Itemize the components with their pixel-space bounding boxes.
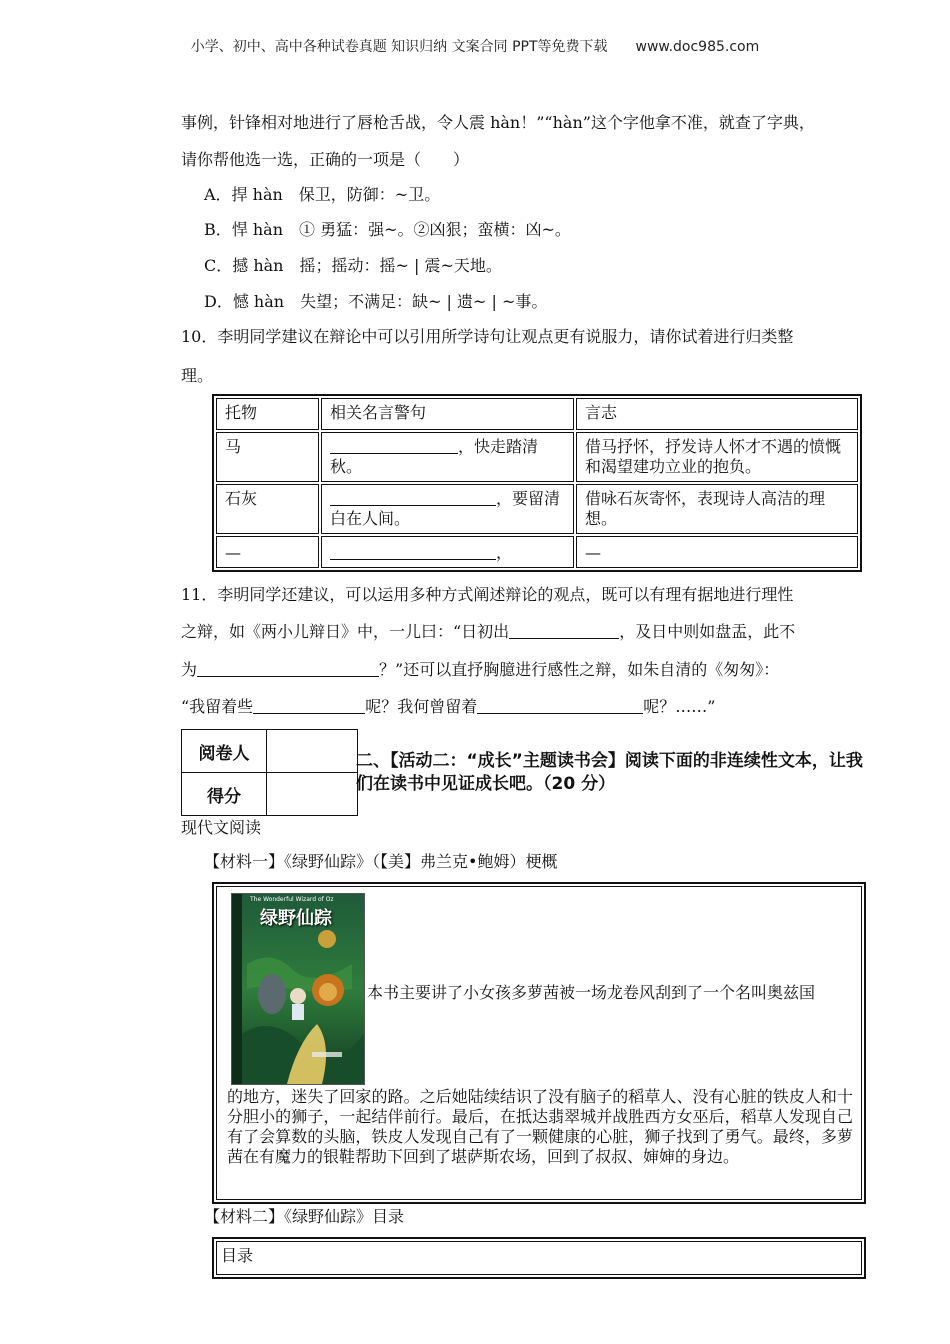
header-text: 小学、初中、高中各种试卷真题 知识归纳 文案合同 PPT等免费下载 bbox=[190, 39, 608, 55]
material1-title: 【材料一】《绿野仙踪》（【美】弗兰克•鲍姆）梗概 bbox=[204, 852, 558, 871]
answer-blank[interactable] bbox=[253, 697, 365, 714]
table-cell: 马 bbox=[216, 432, 319, 482]
table-row bbox=[216, 484, 858, 534]
q10-table bbox=[212, 394, 862, 572]
table-row bbox=[216, 432, 858, 482]
answer-blank[interactable] bbox=[330, 543, 496, 560]
answer-blank[interactable] bbox=[197, 660, 379, 677]
table-row bbox=[216, 536, 858, 568]
header-url[interactable]: www.doc985.com bbox=[635, 39, 760, 55]
q10-line2: 理。 bbox=[181, 366, 214, 385]
reviewer-label: 阅卷人 bbox=[182, 730, 267, 773]
q11-line1: 11．李明同学还建议，可以运用多种方式阐述辩论的观点，既可以有理有据地进行理性 bbox=[181, 585, 794, 604]
q9-line2: 请你帮他选一选，正确的一项是（ ） bbox=[181, 150, 470, 169]
book-cover-image bbox=[231, 893, 365, 1085]
q9-option-d[interactable]: D．憾 hàn 失望；不满足：缺~ | 遗~ | ~事。 bbox=[204, 292, 548, 311]
q9-option-a[interactable]: A．捍 hàn 保卫，防御：~卫。 bbox=[204, 185, 441, 204]
toc-label: 目录 bbox=[221, 1246, 254, 1265]
q9-option-b[interactable]: B．悍 hàn ① 勇猛：强~。②凶狠；蛮横：凶~。 bbox=[204, 220, 571, 239]
answer-blank[interactable] bbox=[477, 697, 643, 714]
q9-option-c[interactable]: C．撼 hàn 摇；摇动：摇~ | 震~天地。 bbox=[204, 256, 502, 275]
table-cell: ， bbox=[321, 536, 574, 568]
table-cell: 借马抒怀，抒发诗人怀才不遇的愤慨和渴望建功立业的抱负。 bbox=[576, 432, 858, 482]
cover-title: 绿野仙踪 bbox=[260, 908, 332, 929]
q9-line1: 事例，针锋相对地进行了唇枪舌战，令人震 hàn！”“hàn”这个字他拿不准，就查了字典， bbox=[181, 113, 815, 132]
score-box bbox=[181, 729, 358, 816]
table-cell: ，要留清 白在人间。 bbox=[321, 484, 574, 534]
score-label: 得分 bbox=[182, 773, 267, 816]
summary-first-line: 本书主要讲了小女孩多萝茜被一场龙卷风刮到了一个名叫奥兹国 bbox=[367, 983, 816, 1002]
material2-title: 【材料二】《绿野仙踪》目录 bbox=[204, 1207, 405, 1226]
answer-blank[interactable] bbox=[330, 437, 458, 454]
table-cell: — bbox=[576, 536, 858, 568]
table-cell: — bbox=[216, 536, 319, 568]
q10-line1: 10．李明同学建议在辩论中可以引用所学诗句让观点更有说服力，请你试着进行归类整 bbox=[181, 327, 794, 346]
toc-box bbox=[212, 1237, 866, 1279]
reviewer-field[interactable] bbox=[267, 730, 358, 773]
score-field[interactable] bbox=[267, 773, 358, 816]
table-cell: ，快走踏清 秋。 bbox=[321, 432, 574, 482]
answer-blank[interactable] bbox=[330, 489, 496, 506]
table-cell: 借咏石灰寄怀，表现诗人高洁的理想。 bbox=[576, 484, 858, 534]
material1-box bbox=[212, 882, 866, 1204]
q11-line2: 之辩，如《两小儿辩日》中，一儿曰：“日初出 ，及日中则如盘盂，此不 bbox=[181, 622, 796, 641]
summary-text: 的地方，迷失了回家的路。之后她陆续结识了没有脑子的稻草人、没有心脏的铁皮人和十分胆小的狮子，一起结伴前行。最后，在抵达翡翠城并战胜西方女巫后，稻草人发现自己有了会算数的头脑，铁皮人发现自己有了一颗健康的心脏，狮子找到了勇气。最终，多萝茜在有魔力的银鞋帮助下回到了堪萨斯农场，回到了叔叔、婶婶的身边。 bbox=[227, 1087, 853, 1166]
table-header: 相关名言警句 bbox=[321, 398, 574, 430]
table-header: 托物 bbox=[216, 398, 319, 430]
answer-blank[interactable] bbox=[509, 622, 619, 639]
section2-title: 二、【活动二：“成长”主题读书会】阅读下面的非连续性文本，让我们在读书中见证成长吧。（20 分） bbox=[356, 751, 863, 794]
cover-subtitle: The Wonderful Wizard of Oz bbox=[250, 896, 334, 903]
table-cell: 石灰 bbox=[216, 484, 319, 534]
reading-label: 现代文阅读 bbox=[181, 818, 262, 837]
table-header: 言志 bbox=[576, 398, 858, 430]
q11-line3: 为 ？”还可以直抒胸臆进行感性之辩，如朱自清的《匆匆》： bbox=[181, 660, 780, 679]
page-header bbox=[0, 36, 950, 56]
q11-line4: “我留着些 呢？我何曾留着 呢？……” bbox=[181, 697, 716, 716]
